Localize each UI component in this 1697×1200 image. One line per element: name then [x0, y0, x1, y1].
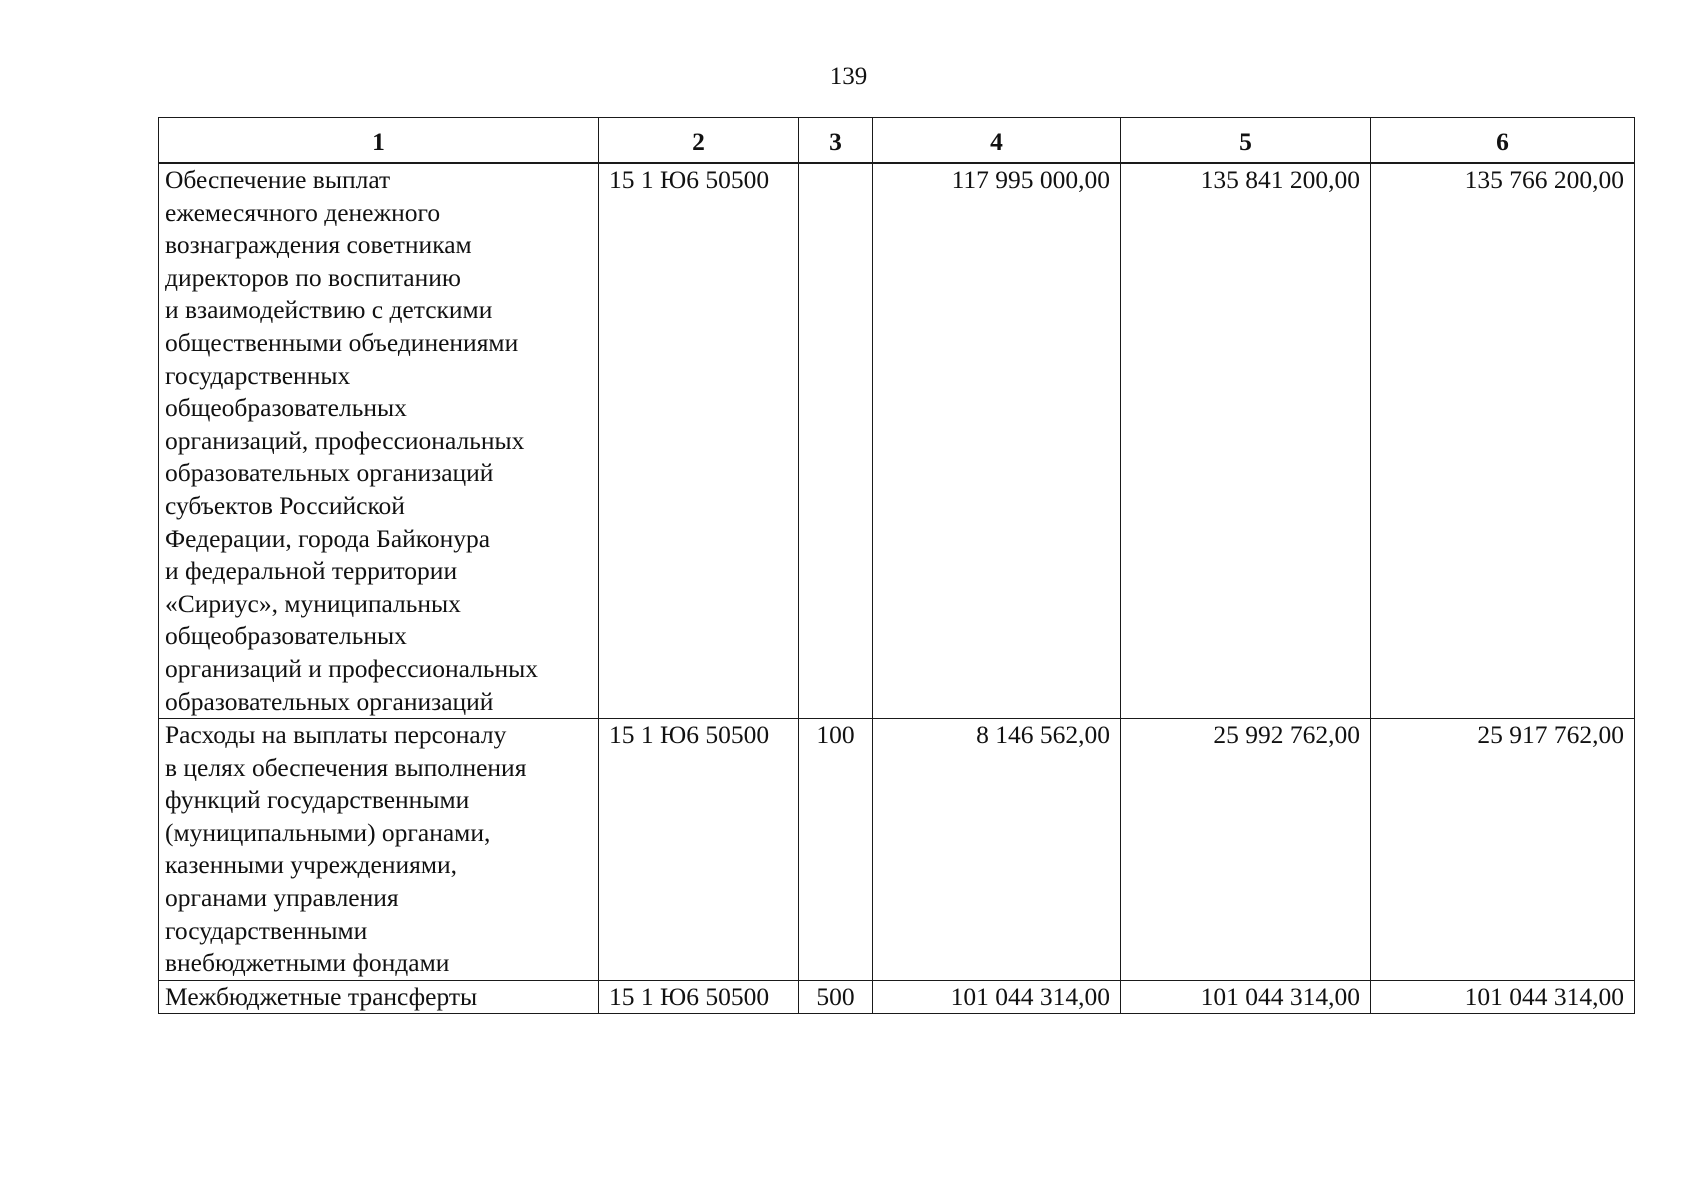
amount-column-5-cell: 101 044 314,00	[1121, 980, 1371, 1014]
amount-column-4-cell: 8 146 562,00	[873, 719, 1121, 981]
column-header-5: 5	[1121, 118, 1371, 164]
expense-name-cell: Расходы на выплаты персоналу в целях обеспечения выполнения функций государственными (муниципальными) органами, казенными учреждениями, органами управления государственными внебюджетными фондами	[159, 719, 599, 981]
table-header-row	[159, 118, 1635, 164]
amount-column-4-cell: 101 044 314,00	[873, 980, 1121, 1014]
column-header-2: 2	[599, 118, 799, 164]
amount-column-6-cell: 101 044 314,00	[1371, 980, 1635, 1014]
amount-column-6-cell: 25 917 762,00	[1371, 719, 1635, 981]
table-row	[159, 163, 1635, 719]
expense-name-cell: Обеспечение выплат ежемесячного денежного вознаграждения советникам директоров по воспитанию и взаимодействию с детскими общественными объединениями государственных общеобразовательных организаций, профессиональных образовательных организаций субъектов Российской Федерации, города Байконура и федеральной территории «Сириус», муниципальных общеобразовательных организаций и профессиональных образовательных организаций	[159, 163, 599, 719]
column-header-6: 6	[1371, 118, 1635, 164]
amount-column-6-cell: 135 766 200,00	[1371, 163, 1635, 719]
expense-type-code-cell: 500	[799, 980, 873, 1014]
expense-type-code-cell: 100	[799, 719, 873, 981]
amount-column-5-cell: 25 992 762,00	[1121, 719, 1371, 981]
column-header-3: 3	[799, 118, 873, 164]
column-header-4: 4	[873, 118, 1121, 164]
target-article-code-cell: 15 1 Ю6 50500	[599, 980, 799, 1014]
expense-name-cell: Межбюджетные трансферты	[159, 980, 599, 1014]
target-article-code-cell: 15 1 Ю6 50500	[599, 163, 799, 719]
expense-type-code-cell	[799, 163, 873, 719]
amount-column-5-cell: 135 841 200,00	[1121, 163, 1371, 719]
amount-column-4-cell: 117 995 000,00	[873, 163, 1121, 719]
table-row	[159, 980, 1635, 1014]
budget-table	[158, 117, 1635, 1014]
target-article-code-cell: 15 1 Ю6 50500	[599, 719, 799, 981]
column-header-1: 1	[159, 118, 599, 164]
table-row	[159, 719, 1635, 981]
page-number: 139	[829, 63, 868, 90]
